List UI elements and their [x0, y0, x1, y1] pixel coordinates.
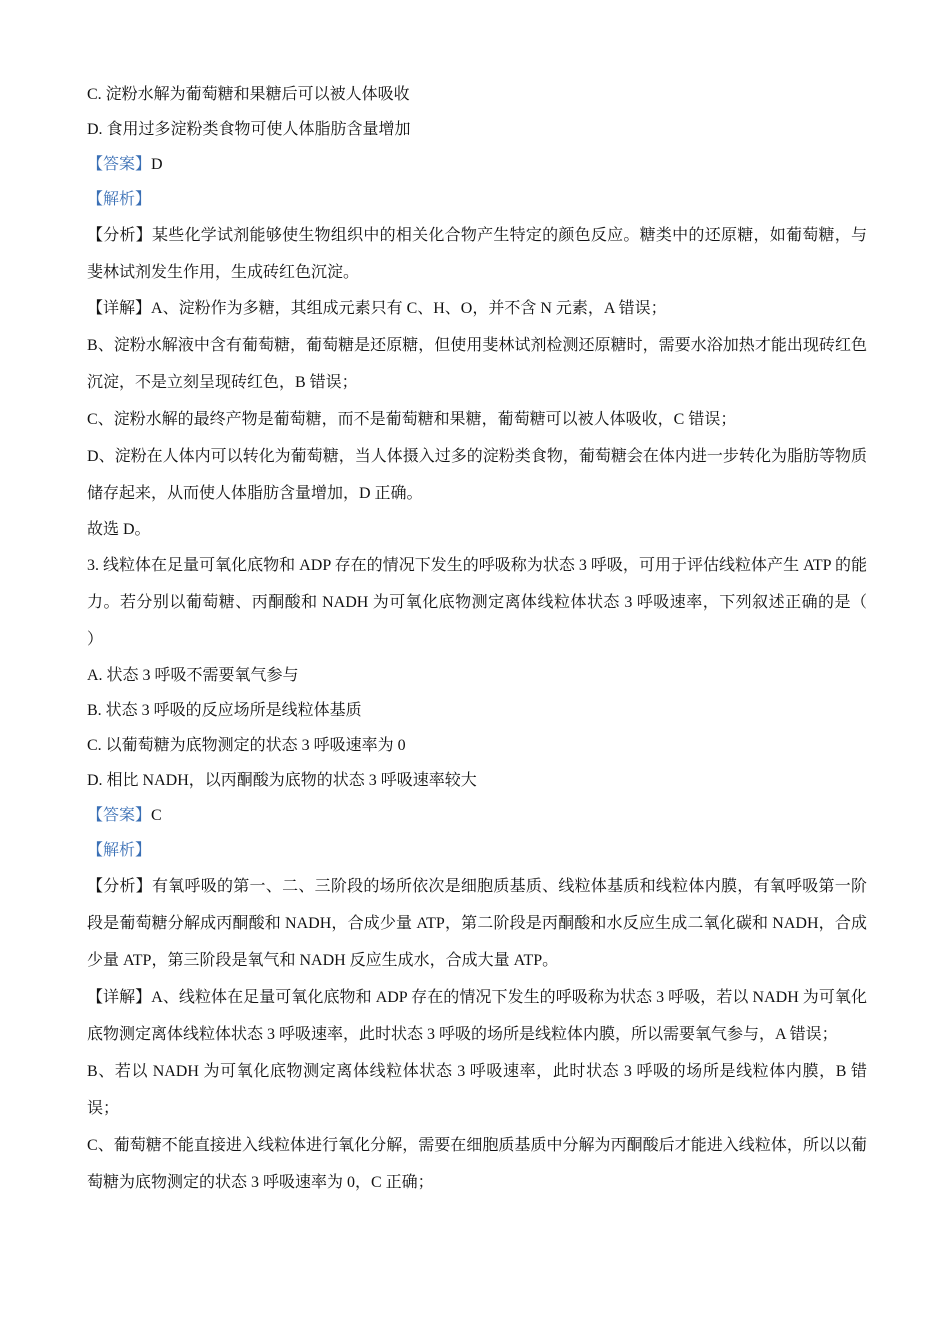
answer-value: D	[151, 156, 163, 173]
analysis-tag: 【分析】	[87, 878, 153, 895]
detail-a-text: A、线粒体在足量可氧化底物和 ADP 存在的情况下发生的呼吸称为状态 3 呼吸，若以 NADH 为可氧化底物测定离体线粒体状态 3 呼吸速率，此时状态 3 呼吸的场所是线粒体内膜，所以需要氧气参与，A 错误；	[87, 989, 867, 1043]
q2-analysis	[87, 217, 867, 291]
q3-option-a: A. 状态 3 呼吸不需要氧气参与	[87, 667, 299, 684]
q2-conclusion: 故选 D。	[87, 521, 151, 538]
q3-answer	[87, 798, 867, 833]
q2-option-d: D. 食用过多淀粉类食物可使人体脂肪含量增加	[87, 121, 411, 138]
q3-detail-c: C、葡萄糖不能直接进入线粒体进行氧化分解，需要在细胞质基质中分解为丙酮酸后才能进入线粒体，所以以葡萄糖为底物测定的状态 3 呼吸速率为 0，C 正确；	[87, 1137, 867, 1191]
detail-tag: 【详解】	[87, 989, 152, 1006]
answer-tag: 【答案】	[87, 807, 152, 824]
answer-tag: 【答案】	[87, 156, 152, 173]
document-page	[87, 77, 900, 1201]
answer-value: C	[151, 807, 162, 824]
q3-detail-a	[87, 979, 867, 1053]
q3-explain-heading	[87, 833, 867, 868]
analysis-text: 某些化学试剂能够使生物组织中的相关化合物产生特定的颜色反应。糖类中的还原糖，如葡萄糖，与斐林试剂发生作用，生成砖红色沉淀。	[87, 227, 867, 281]
q2-answer	[87, 147, 867, 182]
detail-a-text: A、淀粉作为多糖，其组成元素只有 C、H、O，并不含 N 元素，A 错误；	[151, 300, 667, 317]
q2-detail-a	[87, 290, 867, 327]
q3-option-b: B. 状态 3 呼吸的反应场所是线粒体基质	[87, 702, 362, 719]
explain-tag: 【解析】	[87, 191, 152, 208]
q2-option-c: C. 淀粉水解为葡萄糖和果糖后可以被人体吸收	[87, 86, 410, 103]
analysis-tag: 【分析】	[87, 227, 153, 244]
q2-explain-heading	[87, 182, 867, 217]
q3-option-d: D. 相比 NADH，以丙酮酸为底物的状态 3 呼吸速率较大	[87, 772, 477, 789]
q3-detail-b: B、若以 NADH 为可氧化底物测定离体线粒体状态 3 呼吸速率，此时状态 3 呼吸的场所是线粒体内膜，B 错误；	[87, 1063, 867, 1117]
analysis-text: 有氧呼吸的第一、二、三阶段的场所依次是细胞质基质、线粒体基质和线粒体内膜，有氧呼吸第一阶段是葡萄糖分解成丙酮酸和 NADH，合成少量 ATP，第二阶段是丙酮酸和水反应生成二氧化碳和 NADH，合成少量 ATP，第三阶段是氧气和 NADH 反应生成水，合成大量 ATP。	[87, 878, 867, 969]
q2-detail-c: C、淀粉水解的最终产物是葡萄糖，而不是葡萄糖和果糖，葡萄糖可以被人体吸收，C 错误；	[87, 411, 737, 428]
q2-detail-d: D、淀粉在人体内可以转化为葡萄糖，当人体摄入过多的淀粉类食物，葡萄糖会在体内进一步转化为脂肪等物质储存起来，从而使人体脂肪含量增加，D 正确。	[87, 448, 867, 502]
q2-detail-b: B、淀粉水解液中含有葡萄糖，葡萄糖是还原糖，但使用斐林试剂检测还原糖时，需要水浴加热才能出现砖红色沉淀，不是立刻呈现砖红色，B 错误；	[87, 337, 867, 391]
q3-option-c: C. 以葡萄糖为底物测定的状态 3 呼吸速率为 0	[87, 737, 406, 754]
q3-analysis	[87, 868, 867, 979]
q3-stem: 3. 线粒体在足量可氧化底物和 ADP 存在的情况下发生的呼吸称为状态 3 呼吸，可用于评估线粒体产生 ATP 的能力。若分别以葡萄糖、丙酮酸和 NADH 为可氧化底物测定离体线粒体状态 3 呼吸速率，下列叙述正确的是（ ）	[87, 557, 900, 648]
detail-tag: 【详解】	[87, 300, 152, 317]
explain-tag: 【解析】	[87, 842, 152, 859]
